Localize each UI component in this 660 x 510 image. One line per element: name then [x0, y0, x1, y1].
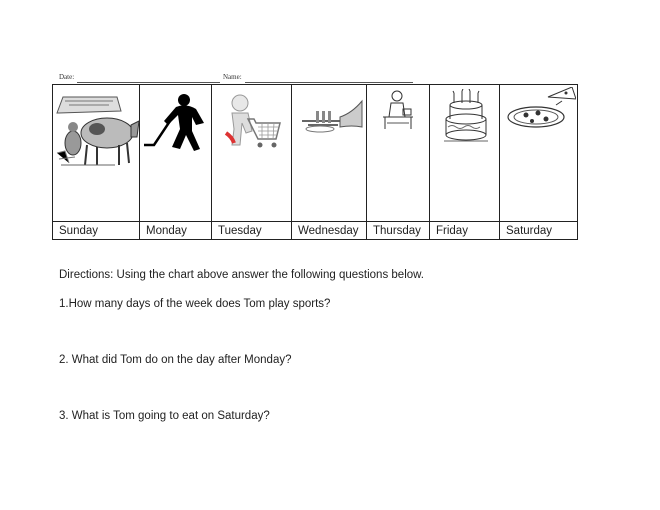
day-label-thursday: Thursday [367, 221, 429, 239]
hockey-player-icon [140, 85, 211, 221]
day-column-wednesday [292, 85, 367, 239]
name-label: Name: [223, 73, 242, 81]
date-label: Date: [59, 73, 75, 81]
weekly-activity-chart [52, 84, 578, 240]
day-label-tuesday: Tuesday [212, 221, 291, 239]
day-label-wednesday: Wednesday [292, 221, 366, 239]
question-2: 2. What did Tom do on the day after Monday? [59, 354, 292, 366]
day-column-monday [140, 85, 212, 239]
birthday-cake-icon [430, 85, 499, 221]
pizza-icon [500, 85, 578, 221]
directions-text: Directions: Using the chart above answer the following questions below. [59, 269, 425, 281]
person-at-desk-icon [367, 85, 429, 221]
day-column-thursday [367, 85, 430, 239]
cow-milking-icon [53, 85, 139, 221]
trumpet-icon [292, 85, 366, 221]
day-column-saturday [500, 85, 578, 239]
day-label-sunday: Sunday [53, 221, 139, 239]
day-label-saturday: Saturday [500, 221, 578, 239]
question-3: 3. What is Tom going to eat on Saturday? [59, 410, 270, 422]
day-column-tuesday [212, 85, 292, 239]
date-blank-line [77, 82, 220, 83]
question-1: 1.How many days of the week does Tom play sports? [59, 298, 331, 310]
shopping-cart-icon [212, 85, 291, 221]
name-blank-line [245, 82, 413, 83]
day-column-friday [430, 85, 500, 239]
day-label-friday: Friday [430, 221, 499, 239]
day-label-monday: Monday [140, 221, 211, 239]
day-column-sunday [53, 85, 140, 239]
